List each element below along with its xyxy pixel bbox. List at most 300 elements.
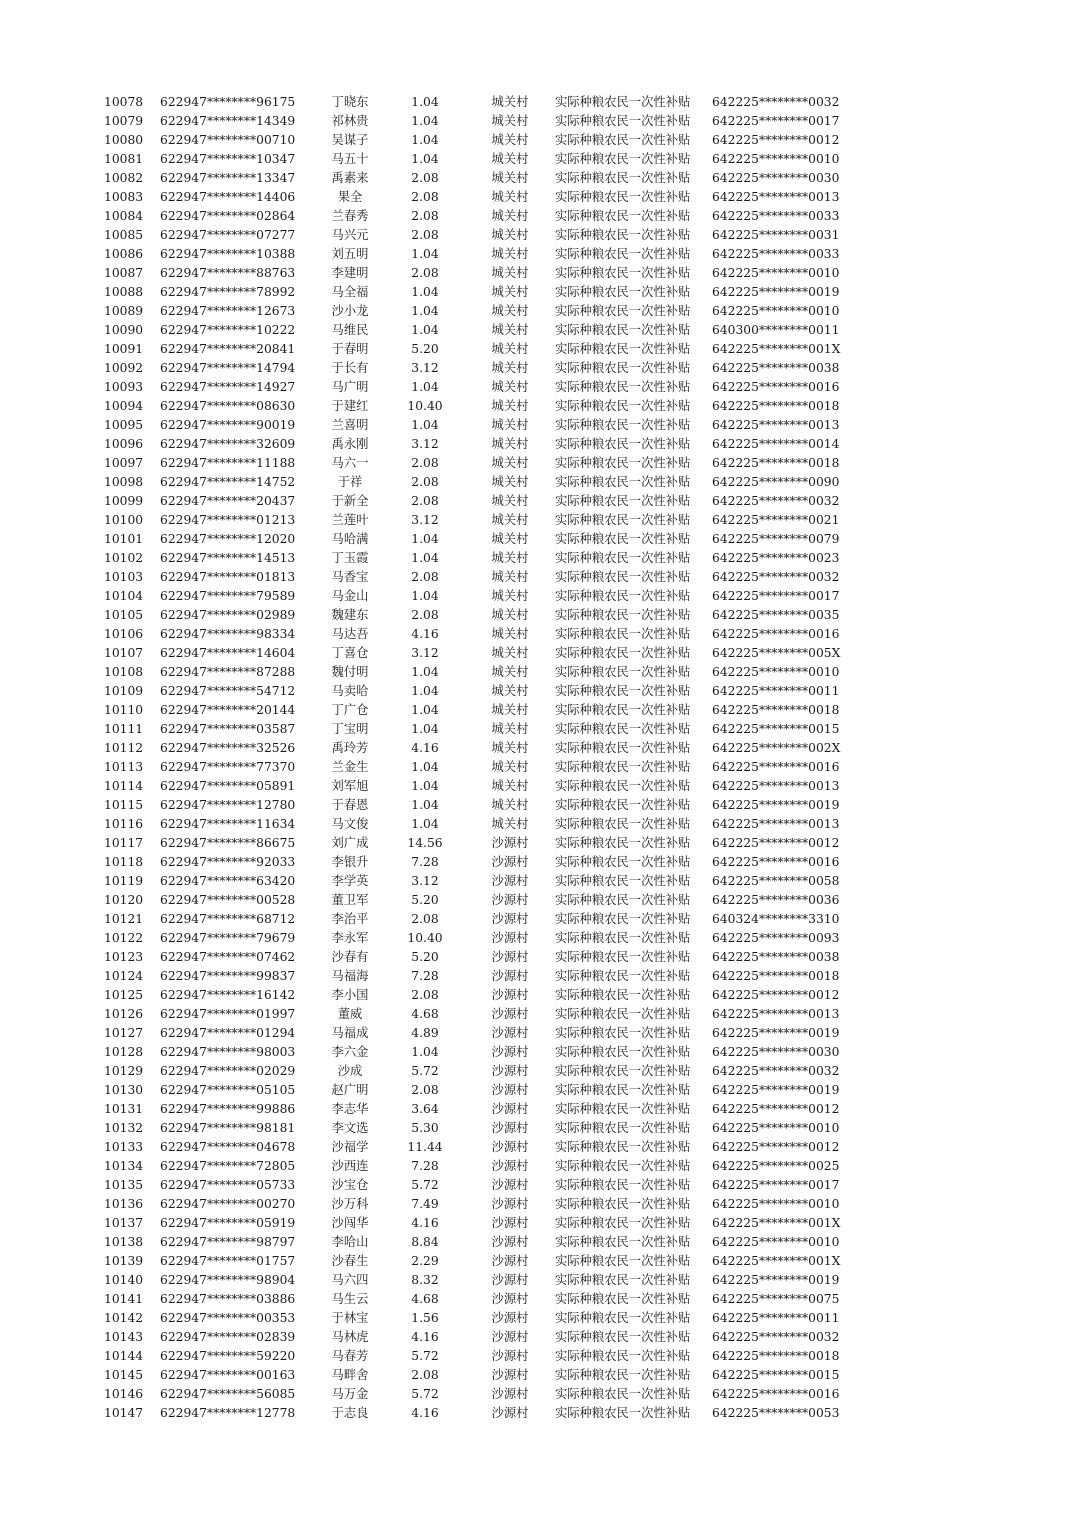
person-name: 李永军 bbox=[331, 931, 369, 945]
account-number: 622947********86675 bbox=[160, 836, 296, 850]
row-number: 10135 bbox=[104, 1178, 144, 1192]
person-name: 于建红 bbox=[331, 399, 369, 413]
subsidy-amount: 1.04 bbox=[411, 722, 439, 736]
account-number: 622947********05105 bbox=[160, 1083, 296, 1097]
row-number: 10118 bbox=[104, 855, 144, 869]
village: 城关村 bbox=[491, 760, 529, 774]
account-number: 622947********98334 bbox=[160, 627, 296, 641]
person-name: 于春恩 bbox=[331, 798, 369, 812]
subsidy-type: 实际种粮农民一次性补贴 bbox=[555, 152, 691, 166]
table-row bbox=[96, 302, 852, 321]
village: 沙源村 bbox=[491, 1140, 529, 1154]
row-number: 10086 bbox=[104, 247, 144, 261]
table-row bbox=[96, 188, 852, 207]
account-number: 622947********11634 bbox=[160, 817, 296, 831]
person-name: 丁玉霞 bbox=[331, 551, 369, 565]
account-number: 622947********00710 bbox=[160, 133, 296, 147]
table-row bbox=[96, 435, 852, 454]
subsidy-type: 实际种粮农民一次性补贴 bbox=[555, 304, 691, 318]
subsidy-type: 实际种粮农民一次性补贴 bbox=[555, 1197, 691, 1211]
table-row bbox=[96, 1062, 852, 1081]
id-number: 642225********0021 bbox=[712, 513, 840, 527]
table-row bbox=[96, 1233, 852, 1252]
village: 沙源村 bbox=[491, 1254, 529, 1268]
person-name: 沙福学 bbox=[331, 1140, 369, 1154]
account-number: 622947********32609 bbox=[160, 437, 296, 451]
table-row bbox=[96, 1195, 852, 1214]
row-number: 10141 bbox=[104, 1292, 144, 1306]
id-number: 642225********0018 bbox=[712, 456, 840, 470]
account-number: 622947********98904 bbox=[160, 1273, 296, 1287]
subsidy-amount: 2.08 bbox=[411, 570, 439, 584]
subsidy-type: 实际种粮农民一次性补贴 bbox=[555, 1026, 691, 1040]
id-number: 642225********0032 bbox=[712, 1330, 840, 1344]
subsidy-amount: 1.04 bbox=[411, 779, 439, 793]
subsidy-amount: 2.08 bbox=[411, 266, 439, 280]
account-number: 622947********12673 bbox=[160, 304, 296, 318]
account-number: 622947********98003 bbox=[160, 1045, 296, 1059]
subsidy-type: 实际种粮农民一次性补贴 bbox=[555, 380, 691, 394]
subsidy-type: 实际种粮农民一次性补贴 bbox=[555, 266, 691, 280]
person-name: 禹素来 bbox=[331, 171, 369, 185]
subsidy-type: 实际种粮农民一次性补贴 bbox=[555, 456, 691, 470]
account-number: 622947********05733 bbox=[160, 1178, 296, 1192]
person-name: 刘五明 bbox=[331, 247, 369, 261]
row-number: 10101 bbox=[104, 532, 144, 546]
village: 城关村 bbox=[491, 114, 529, 128]
person-name: 李六金 bbox=[331, 1045, 369, 1059]
subsidy-type: 实际种粮农民一次性补贴 bbox=[555, 361, 691, 375]
person-name: 马六四 bbox=[331, 1273, 369, 1287]
person-name: 禹永刚 bbox=[331, 437, 369, 451]
table-row bbox=[96, 587, 852, 606]
id-number: 642225********0032 bbox=[712, 95, 840, 109]
person-name: 马文俊 bbox=[331, 817, 369, 831]
village: 沙源村 bbox=[491, 1368, 529, 1382]
subsidy-type: 实际种粮农民一次性补贴 bbox=[555, 855, 691, 869]
row-number: 10126 bbox=[104, 1007, 144, 1021]
subsidy-type: 实际种粮农民一次性补贴 bbox=[555, 475, 691, 489]
account-number: 622947********63420 bbox=[160, 874, 296, 888]
account-number: 622947********54712 bbox=[160, 684, 296, 698]
id-number: 642225********0014 bbox=[712, 437, 840, 451]
row-number: 10104 bbox=[104, 589, 144, 603]
id-number: 642225********0018 bbox=[712, 703, 840, 717]
village: 城关村 bbox=[491, 798, 529, 812]
village: 沙源村 bbox=[491, 1007, 529, 1021]
village: 城关村 bbox=[491, 779, 529, 793]
account-number: 622947********00163 bbox=[160, 1368, 296, 1382]
person-name: 沙万科 bbox=[331, 1197, 369, 1211]
account-number: 622947********88763 bbox=[160, 266, 296, 280]
id-number: 642225********0010 bbox=[712, 1197, 840, 1211]
subsidy-type: 实际种粮农民一次性补贴 bbox=[555, 1406, 691, 1420]
subsidy-amount: 2.08 bbox=[411, 912, 439, 926]
id-number: 640324********3310 bbox=[712, 912, 840, 926]
table-row bbox=[96, 530, 852, 549]
village: 沙源村 bbox=[491, 912, 529, 926]
row-number: 10109 bbox=[104, 684, 144, 698]
subsidy-amount: 2.08 bbox=[411, 494, 439, 508]
id-number: 642225********0010 bbox=[712, 266, 840, 280]
subsidy-type: 实际种粮农民一次性补贴 bbox=[555, 570, 691, 584]
subsidy-amount: 4.16 bbox=[411, 627, 439, 641]
subsidy-amount: 1.04 bbox=[411, 760, 439, 774]
subsidy-amount: 7.28 bbox=[411, 969, 439, 983]
account-number: 622947********01813 bbox=[160, 570, 296, 584]
id-number: 642225********001X bbox=[712, 342, 841, 356]
id-number: 642225********0019 bbox=[712, 1026, 840, 1040]
village: 城关村 bbox=[491, 323, 529, 337]
id-number: 642225********0053 bbox=[712, 1406, 840, 1420]
village: 沙源村 bbox=[491, 1159, 529, 1173]
id-number: 642225********0032 bbox=[712, 1064, 840, 1078]
village: 城关村 bbox=[491, 266, 529, 280]
subsidy-type: 实际种粮农民一次性补贴 bbox=[555, 589, 691, 603]
subsidy-type: 实际种粮农民一次性补贴 bbox=[555, 323, 691, 337]
id-number: 642225********0018 bbox=[712, 969, 840, 983]
subsidy-type: 实际种粮农民一次性补贴 bbox=[555, 513, 691, 527]
account-number: 622947********02839 bbox=[160, 1330, 296, 1344]
account-number: 622947********01997 bbox=[160, 1007, 296, 1021]
table-row bbox=[96, 1328, 852, 1347]
subsidy-type: 实际种粮农民一次性补贴 bbox=[555, 988, 691, 1002]
subsidy-amount: 2.08 bbox=[411, 456, 439, 470]
village: 沙源村 bbox=[491, 1045, 529, 1059]
id-number: 642225********0010 bbox=[712, 152, 840, 166]
village: 城关村 bbox=[491, 342, 529, 356]
subsidy-amount: 4.68 bbox=[411, 1007, 439, 1021]
village: 城关村 bbox=[491, 285, 529, 299]
row-number: 10130 bbox=[104, 1083, 144, 1097]
account-number: 622947********99886 bbox=[160, 1102, 296, 1116]
subsidy-amount: 2.08 bbox=[411, 988, 439, 1002]
subsidy-amount: 4.68 bbox=[411, 1292, 439, 1306]
subsidy-type: 实际种粮农民一次性补贴 bbox=[555, 247, 691, 261]
row-number: 10139 bbox=[104, 1254, 144, 1268]
table-row bbox=[96, 321, 852, 340]
account-number: 622947********03886 bbox=[160, 1292, 296, 1306]
subsidy-amount: 8.32 bbox=[411, 1273, 439, 1287]
village: 沙源村 bbox=[491, 1349, 529, 1363]
id-number: 642225********0015 bbox=[712, 722, 840, 736]
village: 城关村 bbox=[491, 304, 529, 318]
account-number: 622947********11188 bbox=[160, 456, 296, 470]
subsidy-type: 实际种粮农民一次性补贴 bbox=[555, 950, 691, 964]
row-number: 10123 bbox=[104, 950, 144, 964]
subsidy-type: 实际种粮农民一次性补贴 bbox=[555, 741, 691, 755]
id-number: 642225********0013 bbox=[712, 817, 840, 831]
person-name: 沙春生 bbox=[331, 1254, 369, 1268]
person-name: 马五十 bbox=[331, 152, 369, 166]
row-number: 10108 bbox=[104, 665, 144, 679]
account-number: 622947********98181 bbox=[160, 1121, 296, 1135]
subsidy-type: 实际种粮农民一次性补贴 bbox=[555, 627, 691, 641]
person-name: 李哈山 bbox=[331, 1235, 369, 1249]
account-number: 622947********02989 bbox=[160, 608, 296, 622]
row-number: 10134 bbox=[104, 1159, 144, 1173]
person-name: 于新全 bbox=[331, 494, 369, 508]
village: 沙源村 bbox=[491, 836, 529, 850]
id-number: 642225********0016 bbox=[712, 760, 840, 774]
table-row bbox=[96, 834, 852, 853]
person-name: 丁广仓 bbox=[331, 703, 369, 717]
subsidy-amount: 10.40 bbox=[407, 931, 443, 945]
village: 沙源村 bbox=[491, 1330, 529, 1344]
table-row bbox=[96, 93, 852, 112]
table-row bbox=[96, 207, 852, 226]
id-number: 642225********0030 bbox=[712, 171, 840, 185]
id-number: 642225********002X bbox=[712, 741, 841, 755]
account-number: 622947********79679 bbox=[160, 931, 296, 945]
id-number: 642225********0016 bbox=[712, 627, 840, 641]
row-number: 10128 bbox=[104, 1045, 144, 1059]
id-number: 642225********0016 bbox=[712, 855, 840, 869]
row-number: 10140 bbox=[104, 1273, 144, 1287]
table-row bbox=[96, 1252, 852, 1271]
subsidy-type: 实际种粮农民一次性补贴 bbox=[555, 1159, 691, 1173]
id-number: 642225********0016 bbox=[712, 380, 840, 394]
table-row bbox=[96, 568, 852, 587]
row-number: 10133 bbox=[104, 1140, 144, 1154]
subsidy-amount: 2.08 bbox=[411, 475, 439, 489]
subsidy-type: 实际种粮农民一次性补贴 bbox=[555, 1387, 691, 1401]
subsidy-type: 实际种粮农民一次性补贴 bbox=[555, 418, 691, 432]
subsidy-amount: 1.04 bbox=[411, 323, 439, 337]
village: 城关村 bbox=[491, 209, 529, 223]
subsidy-type: 实际种粮农民一次性补贴 bbox=[555, 1235, 691, 1249]
village: 城关村 bbox=[491, 418, 529, 432]
account-number: 622947********68712 bbox=[160, 912, 296, 926]
table-row bbox=[96, 245, 852, 264]
village: 城关村 bbox=[491, 532, 529, 546]
table-row bbox=[96, 1119, 852, 1138]
row-number: 10115 bbox=[104, 798, 144, 812]
row-number: 10119 bbox=[104, 874, 144, 888]
id-number: 642225********0013 bbox=[712, 779, 840, 793]
person-name: 马万金 bbox=[331, 1387, 369, 1401]
person-name: 于林宝 bbox=[331, 1311, 369, 1325]
row-number: 10132 bbox=[104, 1121, 144, 1135]
account-number: 622947********90019 bbox=[160, 418, 296, 432]
row-number: 10083 bbox=[104, 190, 144, 204]
person-name: 李志华 bbox=[331, 1102, 369, 1116]
person-name: 魏建东 bbox=[331, 608, 369, 622]
row-number: 10094 bbox=[104, 399, 144, 413]
village: 城关村 bbox=[491, 817, 529, 831]
village: 沙源村 bbox=[491, 1178, 529, 1192]
subsidy-amount: 5.30 bbox=[411, 1121, 439, 1135]
village: 沙源村 bbox=[491, 855, 529, 869]
table-row bbox=[96, 872, 852, 891]
id-number: 642225********0033 bbox=[712, 247, 840, 261]
subsidy-amount: 5.72 bbox=[411, 1387, 439, 1401]
subsidy-type: 实际种粮农民一次性补贴 bbox=[555, 494, 691, 508]
row-number: 10095 bbox=[104, 418, 144, 432]
person-name: 李小国 bbox=[331, 988, 369, 1002]
row-number: 10085 bbox=[104, 228, 144, 242]
table-row bbox=[96, 397, 852, 416]
row-number: 10100 bbox=[104, 513, 144, 527]
subsidy-amount: 1.04 bbox=[411, 817, 439, 831]
account-number: 622947********20841 bbox=[160, 342, 296, 356]
subsidy-amount: 1.04 bbox=[411, 247, 439, 261]
row-number: 10120 bbox=[104, 893, 144, 907]
id-number: 642225********0012 bbox=[712, 836, 840, 850]
account-number: 622947********02029 bbox=[160, 1064, 296, 1078]
table-row bbox=[96, 1347, 852, 1366]
subsidy-amount: 3.64 bbox=[411, 1102, 439, 1116]
subsidy-type: 实际种粮农民一次性补贴 bbox=[555, 1007, 691, 1021]
subsidy-amount: 1.04 bbox=[411, 114, 439, 128]
subsidy-type: 实际种粮农民一次性补贴 bbox=[555, 722, 691, 736]
subsidy-type: 实际种粮农民一次性补贴 bbox=[555, 228, 691, 242]
person-name: 马全福 bbox=[331, 285, 369, 299]
account-number: 622947********01294 bbox=[160, 1026, 296, 1040]
village: 沙源村 bbox=[491, 1083, 529, 1097]
person-name: 刘广成 bbox=[331, 836, 369, 850]
village: 城关村 bbox=[491, 741, 529, 755]
id-number: 642225********0013 bbox=[712, 418, 840, 432]
village: 城关村 bbox=[491, 152, 529, 166]
row-number: 10079 bbox=[104, 114, 144, 128]
row-number: 10092 bbox=[104, 361, 144, 375]
account-number: 622947********56085 bbox=[160, 1387, 296, 1401]
table-row bbox=[96, 1404, 852, 1423]
subsidy-amount: 1.56 bbox=[411, 1311, 439, 1325]
row-number: 10087 bbox=[104, 266, 144, 280]
subsidy-amount: 10.40 bbox=[407, 399, 443, 413]
subsidy-amount: 1.04 bbox=[411, 703, 439, 717]
person-name: 兰春秀 bbox=[331, 209, 369, 223]
village: 城关村 bbox=[491, 513, 529, 527]
id-number: 642225********0058 bbox=[712, 874, 840, 888]
row-number: 10110 bbox=[104, 703, 144, 717]
subsidy-amount: 4.16 bbox=[411, 1330, 439, 1344]
person-name: 董威 bbox=[337, 1007, 363, 1021]
person-name: 马香宝 bbox=[331, 570, 369, 584]
village: 沙源村 bbox=[491, 1406, 529, 1420]
account-number: 622947********98797 bbox=[160, 1235, 296, 1249]
id-number: 642225********0038 bbox=[712, 361, 840, 375]
subsidy-amount: 7.28 bbox=[411, 855, 439, 869]
table-row bbox=[96, 986, 852, 1005]
village: 沙源村 bbox=[491, 1216, 529, 1230]
row-number: 10111 bbox=[104, 722, 144, 736]
person-name: 沙宝仓 bbox=[331, 1178, 369, 1192]
id-number: 642225********0023 bbox=[712, 551, 840, 565]
person-name: 果全 bbox=[337, 190, 363, 204]
subsidy-amount: 5.20 bbox=[411, 342, 439, 356]
subsidy-amount: 3.12 bbox=[411, 513, 439, 527]
row-number: 10113 bbox=[104, 760, 144, 774]
row-number: 10090 bbox=[104, 323, 144, 337]
table-row bbox=[96, 169, 852, 188]
account-number: 622947********14349 bbox=[160, 114, 296, 128]
subsidy-type: 实际种粮农民一次性补贴 bbox=[555, 1254, 691, 1268]
account-number: 622947********59220 bbox=[160, 1349, 296, 1363]
person-name: 赵广明 bbox=[331, 1083, 369, 1097]
id-number: 642225********0012 bbox=[712, 1140, 840, 1154]
account-number: 622947********00528 bbox=[160, 893, 296, 907]
person-name: 沙闯华 bbox=[331, 1216, 369, 1230]
table-row bbox=[96, 150, 852, 169]
village: 城关村 bbox=[491, 380, 529, 394]
subsidy-amount: 11.44 bbox=[407, 1140, 443, 1154]
village: 沙源村 bbox=[491, 931, 529, 945]
account-number: 622947********10388 bbox=[160, 247, 296, 261]
account-number: 622947********02864 bbox=[160, 209, 296, 223]
subsidy-type: 实际种粮农民一次性补贴 bbox=[555, 665, 691, 679]
village: 沙源村 bbox=[491, 893, 529, 907]
table-row bbox=[96, 511, 852, 530]
subsidy-type: 实际种粮农民一次性补贴 bbox=[555, 1140, 691, 1154]
table-row bbox=[96, 625, 852, 644]
subsidy-type: 实际种粮农民一次性补贴 bbox=[555, 874, 691, 888]
subsidy-type: 实际种粮农民一次性补贴 bbox=[555, 817, 691, 831]
id-number: 642225********0012 bbox=[712, 988, 840, 1002]
subsidy-type: 实际种粮农民一次性补贴 bbox=[555, 646, 691, 660]
subsidy-type: 实际种粮农民一次性补贴 bbox=[555, 399, 691, 413]
account-number: 622947********14927 bbox=[160, 380, 296, 394]
subsidy-amount: 2.08 bbox=[411, 190, 439, 204]
id-number: 642225********0012 bbox=[712, 1102, 840, 1116]
subsidy-amount: 3.12 bbox=[411, 437, 439, 451]
subsidy-amount: 2.08 bbox=[411, 228, 439, 242]
table-row bbox=[96, 1176, 852, 1195]
subsidy-type: 实际种粮农民一次性补贴 bbox=[555, 893, 691, 907]
person-name: 马哈满 bbox=[331, 532, 369, 546]
table-row bbox=[96, 891, 852, 910]
table-row bbox=[96, 112, 852, 131]
row-number: 10117 bbox=[104, 836, 144, 850]
id-number: 642225********0025 bbox=[712, 1159, 840, 1173]
subsidy-type: 实际种粮农民一次性补贴 bbox=[555, 190, 691, 204]
table-row bbox=[96, 549, 852, 568]
person-name: 沙成 bbox=[337, 1064, 363, 1078]
account-number: 622947********14794 bbox=[160, 361, 296, 375]
account-number: 622947********07277 bbox=[160, 228, 296, 242]
subsidy-amount: 4.16 bbox=[411, 1216, 439, 1230]
table-row bbox=[96, 1024, 852, 1043]
person-name: 丁宝明 bbox=[331, 722, 369, 736]
row-number: 10106 bbox=[104, 627, 144, 641]
person-name: 董卫军 bbox=[331, 893, 369, 907]
person-name: 马福成 bbox=[331, 1026, 369, 1040]
village: 城关村 bbox=[491, 627, 529, 641]
person-name: 马兴元 bbox=[331, 228, 369, 242]
person-name: 丁晓东 bbox=[331, 95, 369, 109]
id-number: 642225********0019 bbox=[712, 798, 840, 812]
account-number: 622947********16142 bbox=[160, 988, 296, 1002]
table-row bbox=[96, 1138, 852, 1157]
village: 城关村 bbox=[491, 456, 529, 470]
row-number: 10082 bbox=[104, 171, 144, 185]
person-name: 兰莲叶 bbox=[331, 513, 369, 527]
village: 城关村 bbox=[491, 247, 529, 261]
subsidy-amount: 5.72 bbox=[411, 1178, 439, 1192]
account-number: 622947********03587 bbox=[160, 722, 296, 736]
row-number: 10093 bbox=[104, 380, 144, 394]
table-row bbox=[96, 1081, 852, 1100]
id-number: 642225********0030 bbox=[712, 1045, 840, 1059]
person-name: 马广明 bbox=[331, 380, 369, 394]
row-number: 10147 bbox=[104, 1406, 144, 1420]
subsidy-type: 实际种粮农民一次性补贴 bbox=[555, 1045, 691, 1059]
row-number: 10144 bbox=[104, 1349, 144, 1363]
id-number: 642225********0093 bbox=[712, 931, 840, 945]
account-number: 622947********92033 bbox=[160, 855, 296, 869]
